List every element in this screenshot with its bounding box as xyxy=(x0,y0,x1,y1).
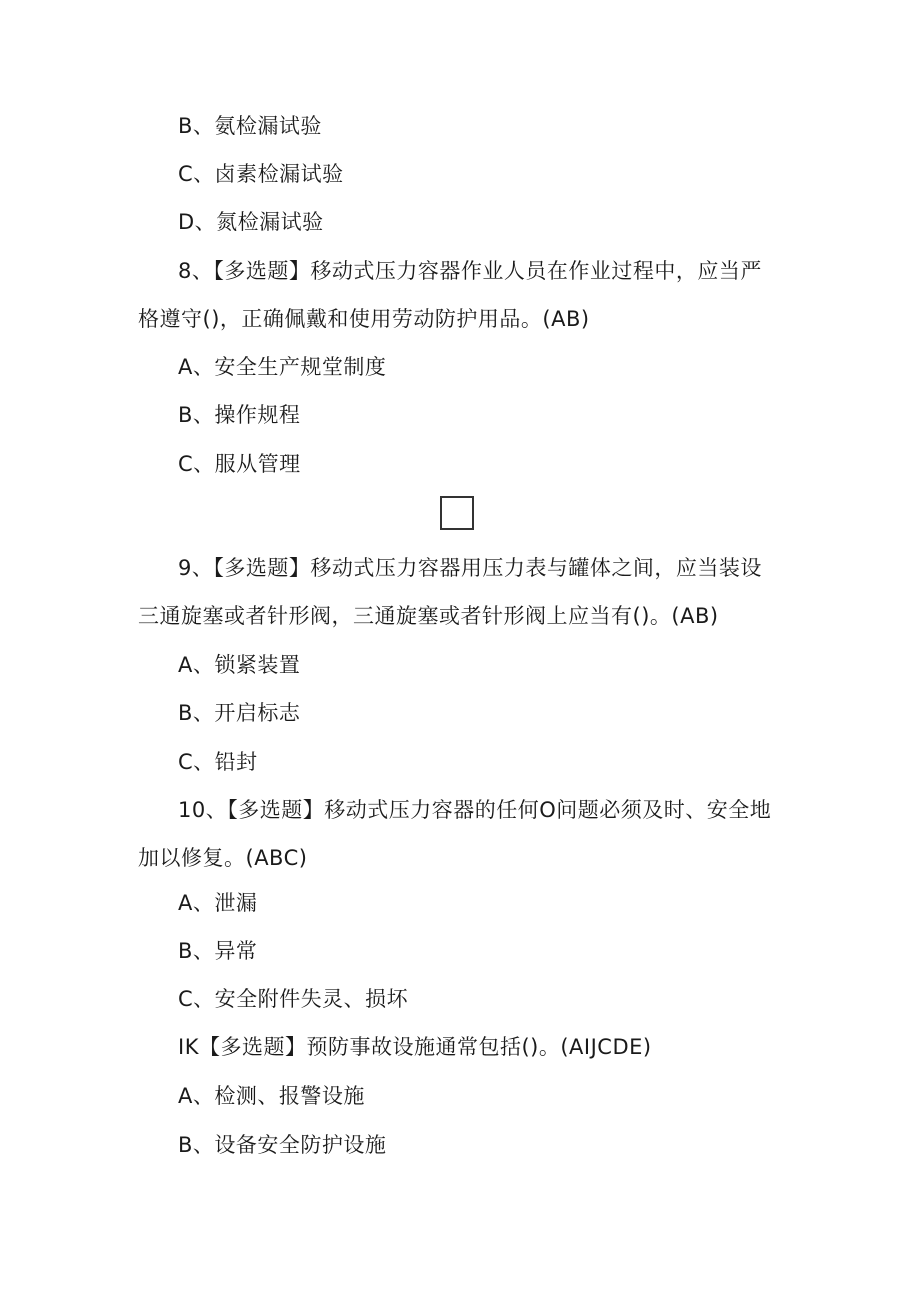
option-b-q9: B、开启标志 xyxy=(178,701,301,725)
option-b-q10: B、异常 xyxy=(178,939,258,963)
option-c-q7: C、卤素检漏试验 xyxy=(178,162,344,186)
question-9-line-1: 9、【多选题】移动式压力容器用压力表与罐体之间，应当装设 xyxy=(178,556,762,580)
option-c-q9: C、铅封 xyxy=(178,750,258,774)
question-9-line-2: 三通旋塞或者针形阀，三通旋塞或者针形阀上应当有()。(AB) xyxy=(138,604,719,628)
option-a-q10: A、泄漏 xyxy=(178,891,258,915)
option-a-q9: A、锁紧装置 xyxy=(178,653,301,677)
option-b-q8: B、操作规程 xyxy=(178,403,301,427)
question-8-line-2: 格遵守()，正确佩戴和使用劳动防护用品。(AB) xyxy=(138,307,590,331)
option-b-q11: B、设备安全防护设施 xyxy=(178,1133,387,1157)
option-d-q7: D、氮检漏试验 xyxy=(178,210,324,234)
option-b-q7: B、氨检漏试验 xyxy=(178,114,322,138)
option-c-q8: C、服从管理 xyxy=(178,452,301,476)
question-11-line-1: IK【多选题】预防事故设施通常包括()。(AIJCDE) xyxy=(178,1035,652,1059)
option-a-q11: A、检测、报警设施 xyxy=(178,1084,365,1108)
question-10-line-2: 加以修复。(ABC) xyxy=(138,846,308,870)
question-10-line-1: 10、【多选题】移动式压力容器的任何O问题必须及时、安全地 xyxy=(178,798,772,822)
question-8-line-1: 8、【多选题】移动式压力容器作业人员在作业过程中，应当严 xyxy=(178,259,762,283)
option-c-q10: C、安全附件失灵、损坏 xyxy=(178,987,409,1011)
image-placeholder-box xyxy=(440,496,474,530)
option-a-q8: A、安全生产规堂制度 xyxy=(178,355,387,379)
